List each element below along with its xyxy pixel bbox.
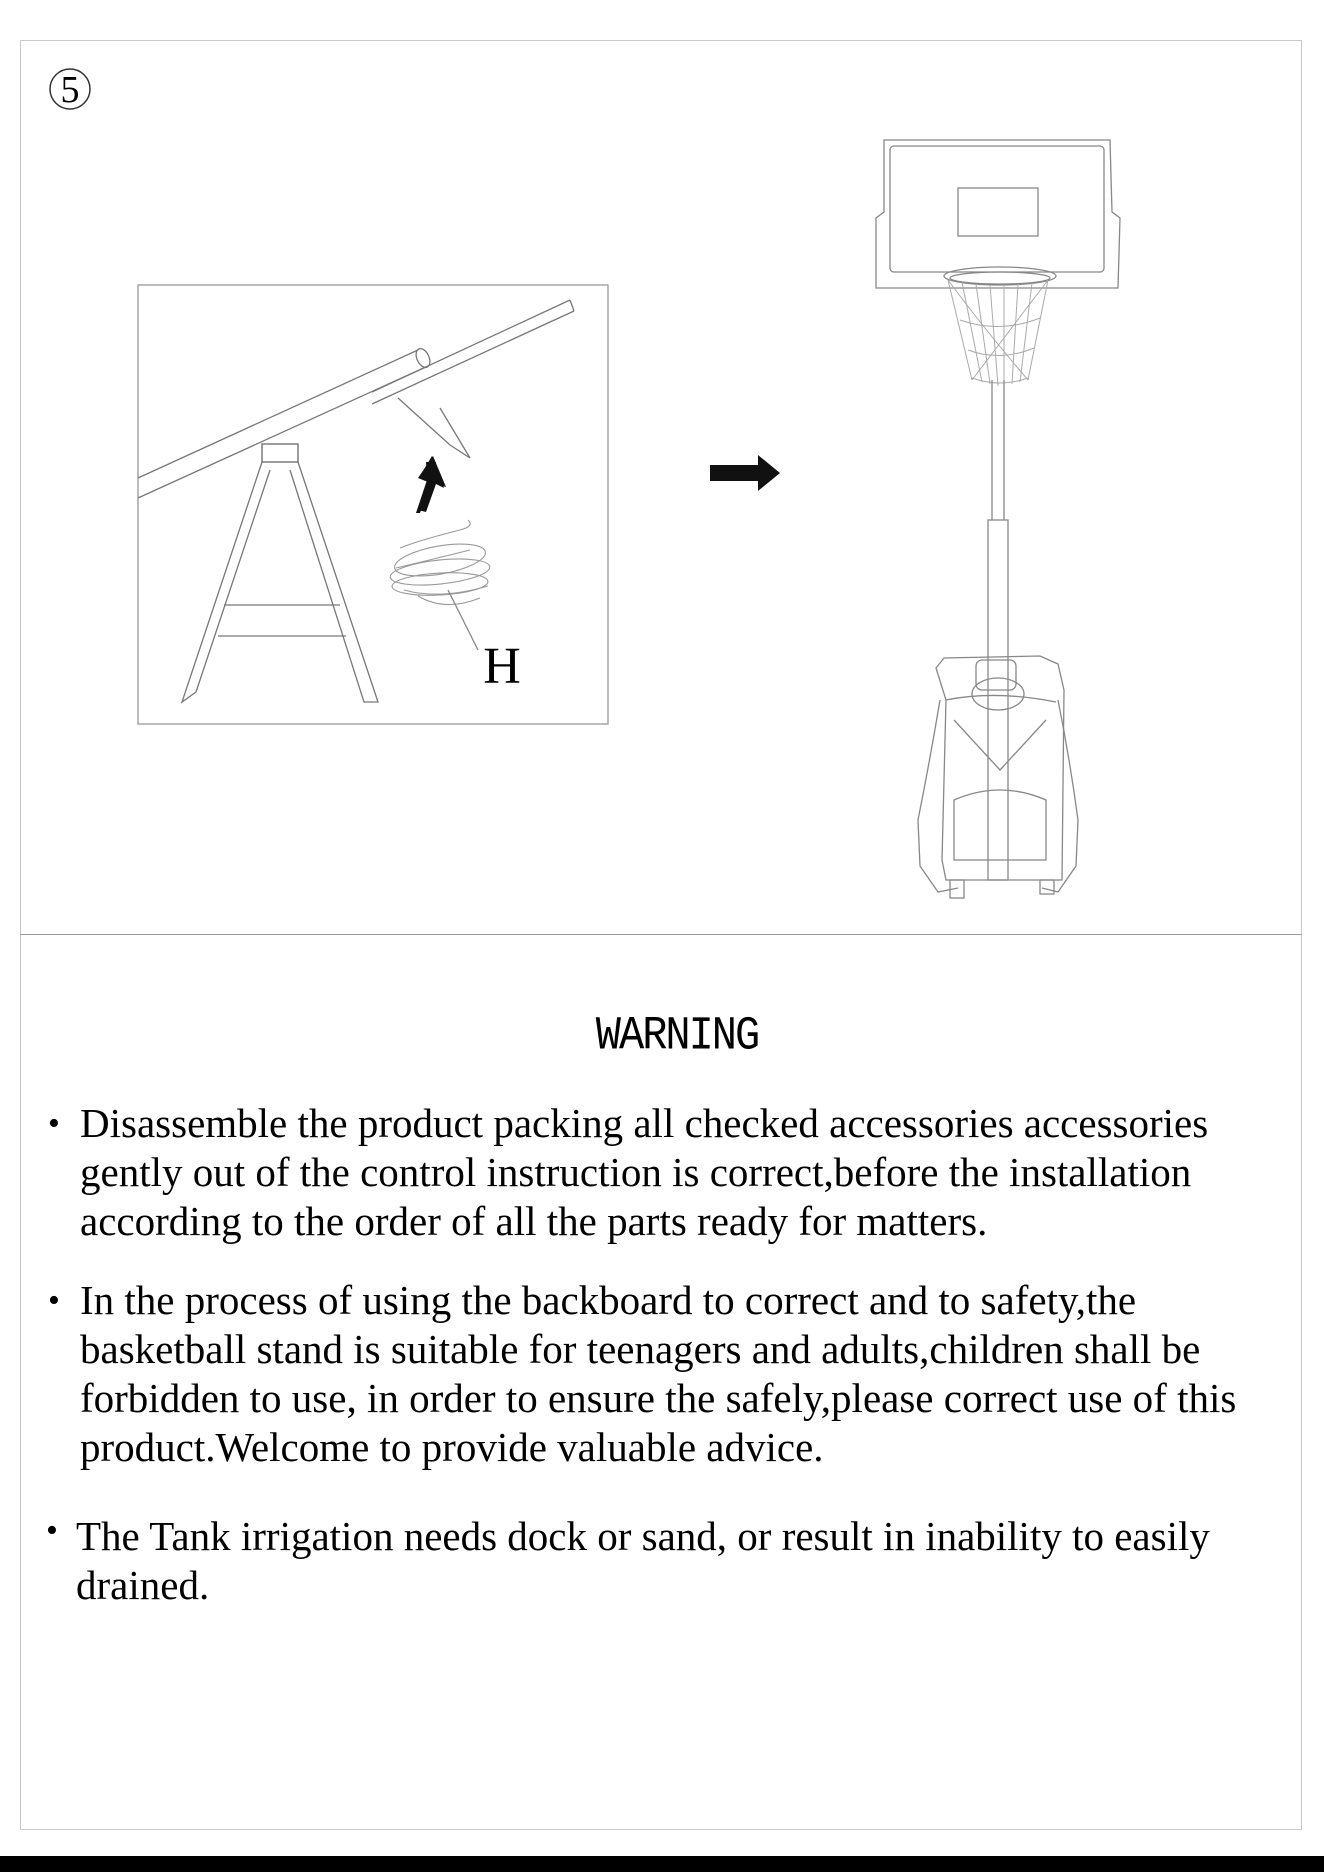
- bullet-2-line-1: In the process of using the backboard to correct and to safety,the: [80, 1277, 1137, 1323]
- section-divider: [20, 934, 1302, 935]
- bullet-dot-icon: •: [48, 1105, 60, 1142]
- bullet-3-line-1: The Tank irrigation needs dock or sand, or result in inability to easily: [76, 1513, 1210, 1559]
- assembly-illustration: [0, 0, 1324, 934]
- page-bottom-bar: [0, 1856, 1324, 1872]
- bullet-dot-icon: •: [48, 1282, 60, 1319]
- arrow-right-icon: [710, 455, 780, 491]
- step-number: 5: [60, 69, 80, 111]
- bullet-1-line-1: Disassemble the product packing all checked accessories accessories: [80, 1100, 1209, 1146]
- warning-title: WARNING: [595, 1009, 759, 1063]
- detail-box-net-attach: [138, 285, 608, 724]
- basketball-stand-drawing: [876, 140, 1120, 898]
- bullet-1-line-2: gently out of the control instruction is correct,before the installation: [80, 1149, 1192, 1195]
- bullet-3-line-2: drained.: [76, 1562, 210, 1608]
- step-number-badge: [50, 69, 90, 111]
- bullet-2-line-2: basketball stand is suitable for teenagers and adults,children shall be: [80, 1326, 1201, 1372]
- bullet-2-line-4: product.Welcome to provide valuable advice.: [80, 1424, 824, 1470]
- bullet-1-line-3: according to the order of all the parts ready for matters.: [80, 1198, 988, 1244]
- bullet-dot-icon: •: [46, 1512, 58, 1549]
- part-label: H: [483, 638, 521, 695]
- bullet-2-line-3: forbidden to use, in order to ensure the safely,please correct use of this: [80, 1375, 1237, 1421]
